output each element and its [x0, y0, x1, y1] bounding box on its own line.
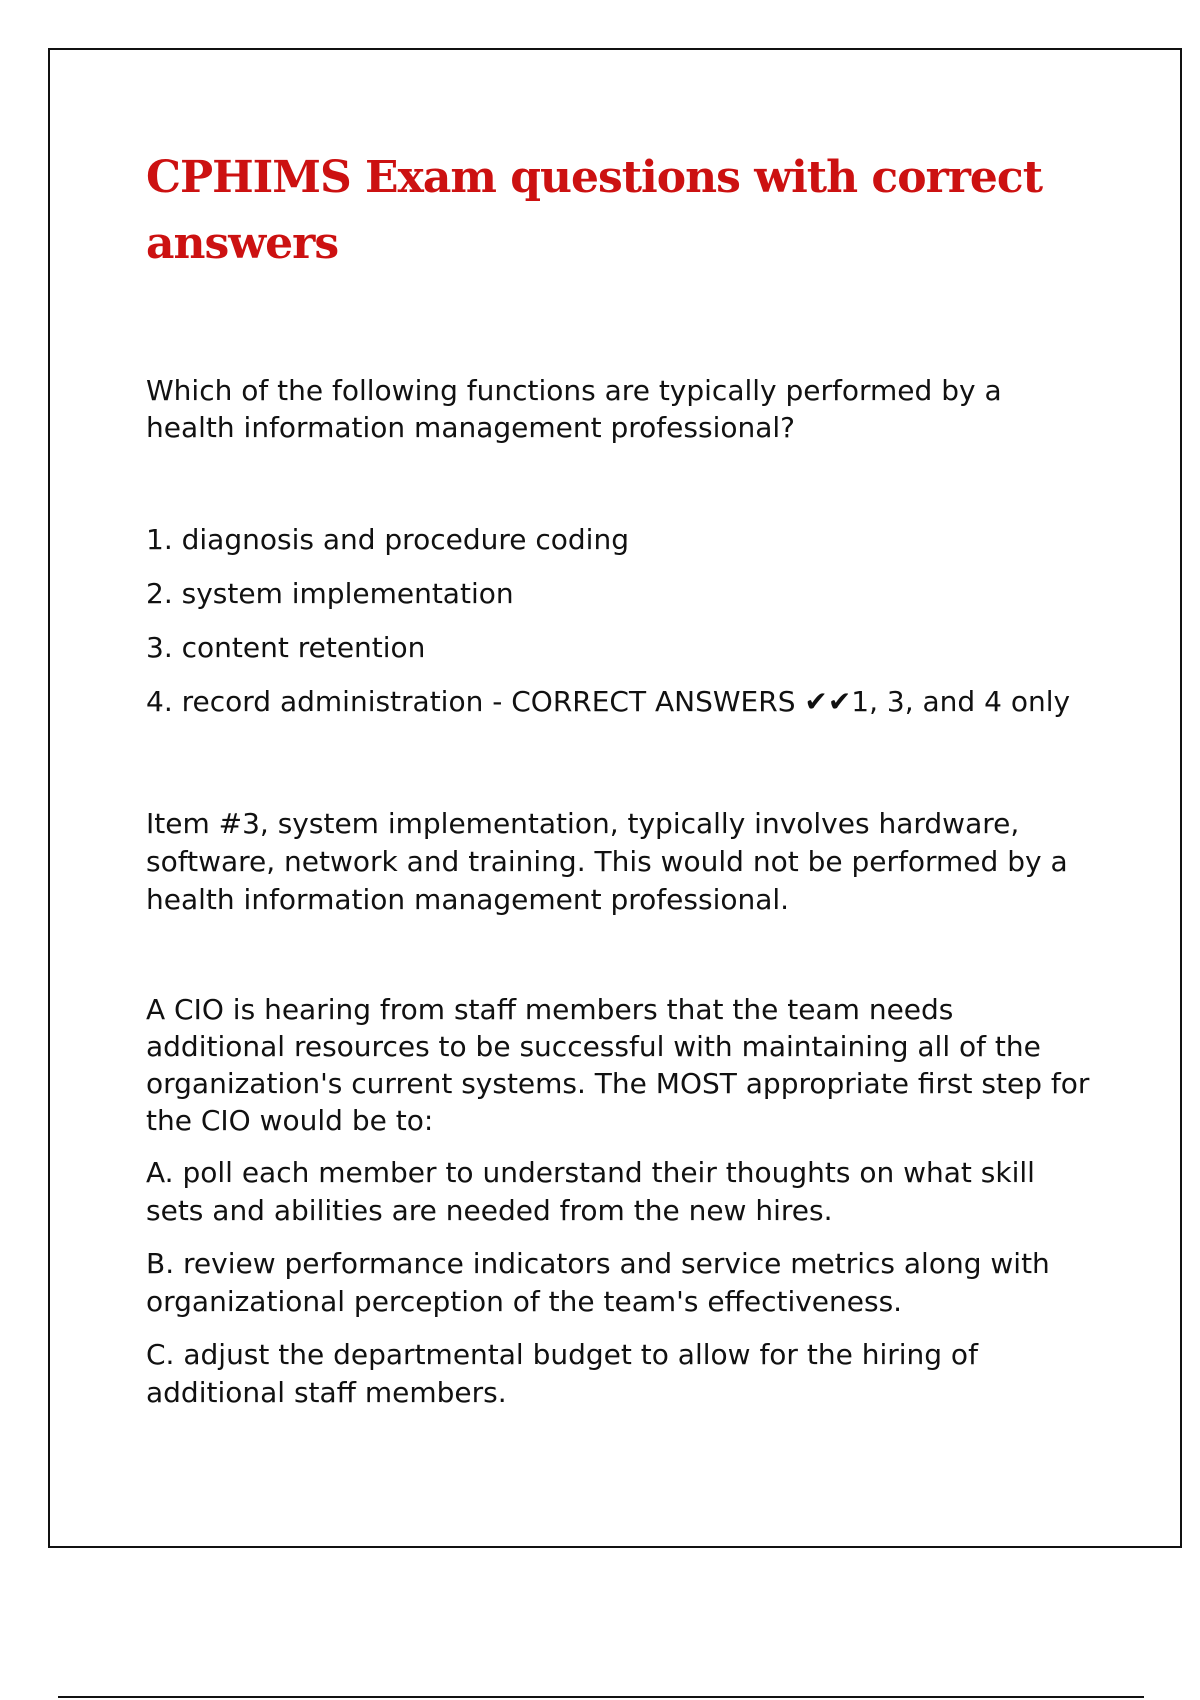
question-2-option-c: C. adjust the departmental budget to allow for the hiring of additional staff members.	[146, 1338, 978, 1409]
question-1-text: Which of the following functions are typically performed by a health information management professional?	[146, 374, 1002, 444]
document-content	[146, 145, 1096, 1427]
page-bottom-rule	[58, 1696, 1144, 1698]
question-2-option-b: B. review performance indicators and service metrics along with organizational perception of the team's effectiveness.	[146, 1247, 1050, 1318]
question-1-option: 1. diagnosis and procedure coding	[146, 523, 629, 556]
question-2-option-a: A. poll each member to understand their thoughts on what skill sets and abilities are needed from the new hires.	[146, 1156, 1035, 1227]
question-1-options	[146, 521, 1096, 720]
question-1-explanation: Item #3, system implementation, typically involves hardware, software, network and training. This would not be performed by a health information management professional.	[146, 807, 1068, 916]
question-1-option: 3. content retention	[146, 631, 426, 664]
question-1-option: 2. system implementation	[146, 577, 514, 610]
document-title: CPHIMS Exam questions with correct answers	[146, 152, 1043, 269]
question-2-options	[146, 1154, 1096, 1412]
question-2-text: A CIO is hearing from staff members that the team needs additional resources to be successful with maintaining all of the organization's current systems. The MOST appropriate first step for the CIO would be to:	[146, 993, 1090, 1137]
question-1-option-answer: 4. record administration - CORRECT ANSWERS ✔✔1, 3, and 4 only	[146, 685, 1071, 718]
